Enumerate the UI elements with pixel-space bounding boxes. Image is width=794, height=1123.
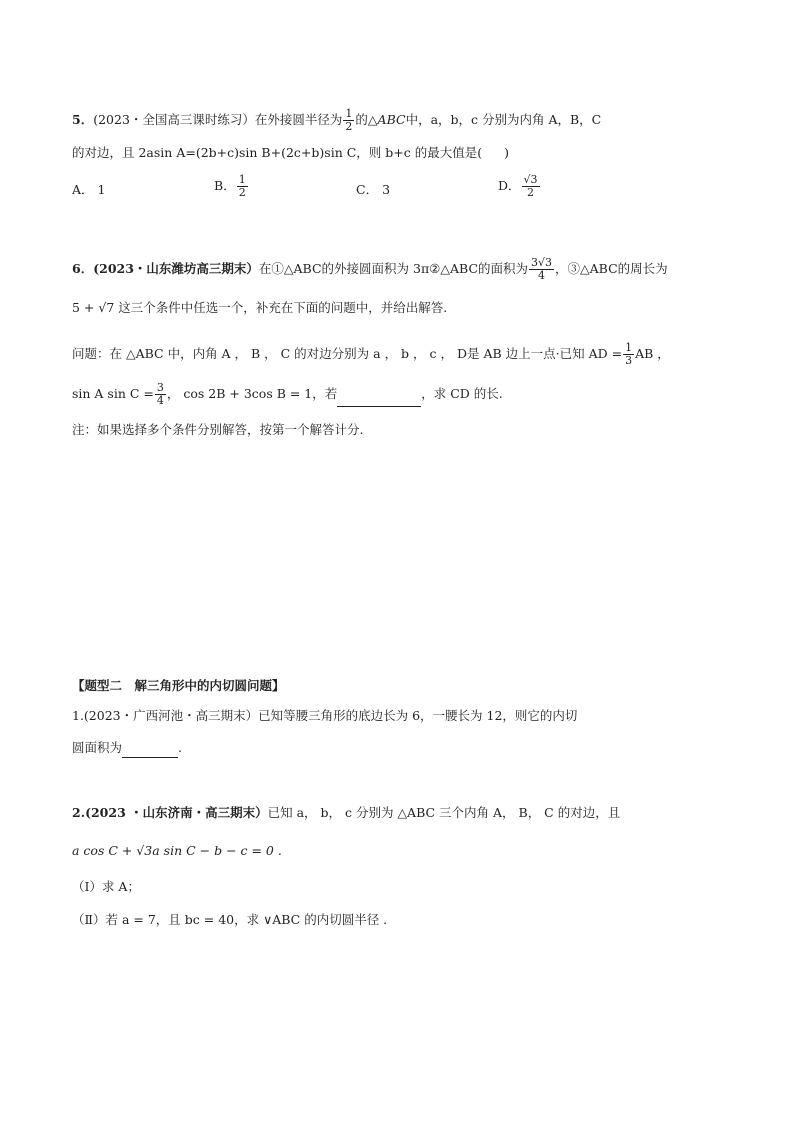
q6-area-fraction: $\frac{3√3}{4}$ (531, 256, 553, 282)
s1-line2: 圆面积为 . (72, 738, 182, 758)
q5-abc: ABC (377, 112, 406, 127)
q5-radius-fraction: $\frac{1}{2}$ (345, 107, 353, 133)
q5-stem-b: 的△ (355, 112, 378, 127)
q6-line1-tail: ，③△ABC的周长为 (555, 261, 668, 276)
s2-line1: 2.(2023 ・山东济南・高三期末）已知 a， b， c 分别为 △ABC 三个内角 A， B， C 的对边，且 (72, 805, 621, 820)
q5-stem-c: 中，a，b，c 分别为内角 A，B，C (405, 112, 602, 127)
q6-line3: 问题：在 △ABC 中，内角 A ， B ， C 的对边分别为 a ， b ， c ， D是 AB 边上一点·已知 AD = $\frac{1}{3}$ AB ， (72, 341, 670, 367)
s1-answer-blank[interactable] (122, 743, 178, 758)
q5-option-a: A． 1 (72, 182, 106, 197)
q5-line2-close: ) (504, 145, 509, 160)
q5-option-d: D． $\frac{√3}{2}$ (498, 173, 538, 199)
s2-part1: （Ⅰ）求 A； (72, 879, 140, 894)
q5-option-b: B． $\frac{1}{2}$ (214, 173, 246, 199)
s2-equation: a cos C + √3a sin C − b − c = 0 . (72, 843, 282, 858)
s2-part2: （Ⅱ）若 a = 7，且 bc = 40，求 ∨ABC 的内切圆半径 . (72, 912, 388, 927)
q6-answer-blank[interactable] (337, 392, 421, 407)
q6-number: 6． (72, 261, 94, 276)
q5-line2-text: 的对边，且 2asin A=(2b+c)sin B+(2c+b)sin C，则 b+c 的最大值是( (72, 145, 483, 160)
q5-number: 5． (72, 112, 94, 127)
q5-source: (2023・全国高三课时练习） (93, 112, 255, 127)
q5-line1 (72, 108, 601, 133)
q5-option-c: C． 3 (356, 182, 391, 197)
q5-stem-a: 在外接圆半径为 (254, 112, 343, 127)
q6-line1-text: 在①△ABC的外接圆面积为 3π②△ABC的面积为 (258, 261, 529, 276)
q6-ad-fraction: $\frac{1}{3}$ (625, 341, 633, 367)
q6-line1 (72, 257, 668, 282)
s1-line1: 1.(2023・广西河池・高三期末）已知等腰三角形的底边长为 6，一腰长为 12，则它的内切 (72, 708, 578, 723)
q6-source: (2023・山东潍坊高三期末） (93, 261, 259, 276)
q6-note: 注：如果选择多个条件分别解答，按第一个解答计分. (72, 422, 364, 437)
q6-line4: sin A sin C = $\frac{3}{4}$ ， cos 2B + 3cos B = 1，若 ，求 CD 的长. (72, 381, 503, 407)
q6-line2: 5 + √7 这三个条件中任选一个，补充在下面的问题中，并给出解答. (72, 300, 448, 315)
q5-line2 (72, 143, 509, 163)
section-title: 【题型二 解三角形中的内切圆问题】 (72, 678, 285, 693)
q6-sc-fraction: $\frac{3}{4}$ (156, 381, 164, 407)
